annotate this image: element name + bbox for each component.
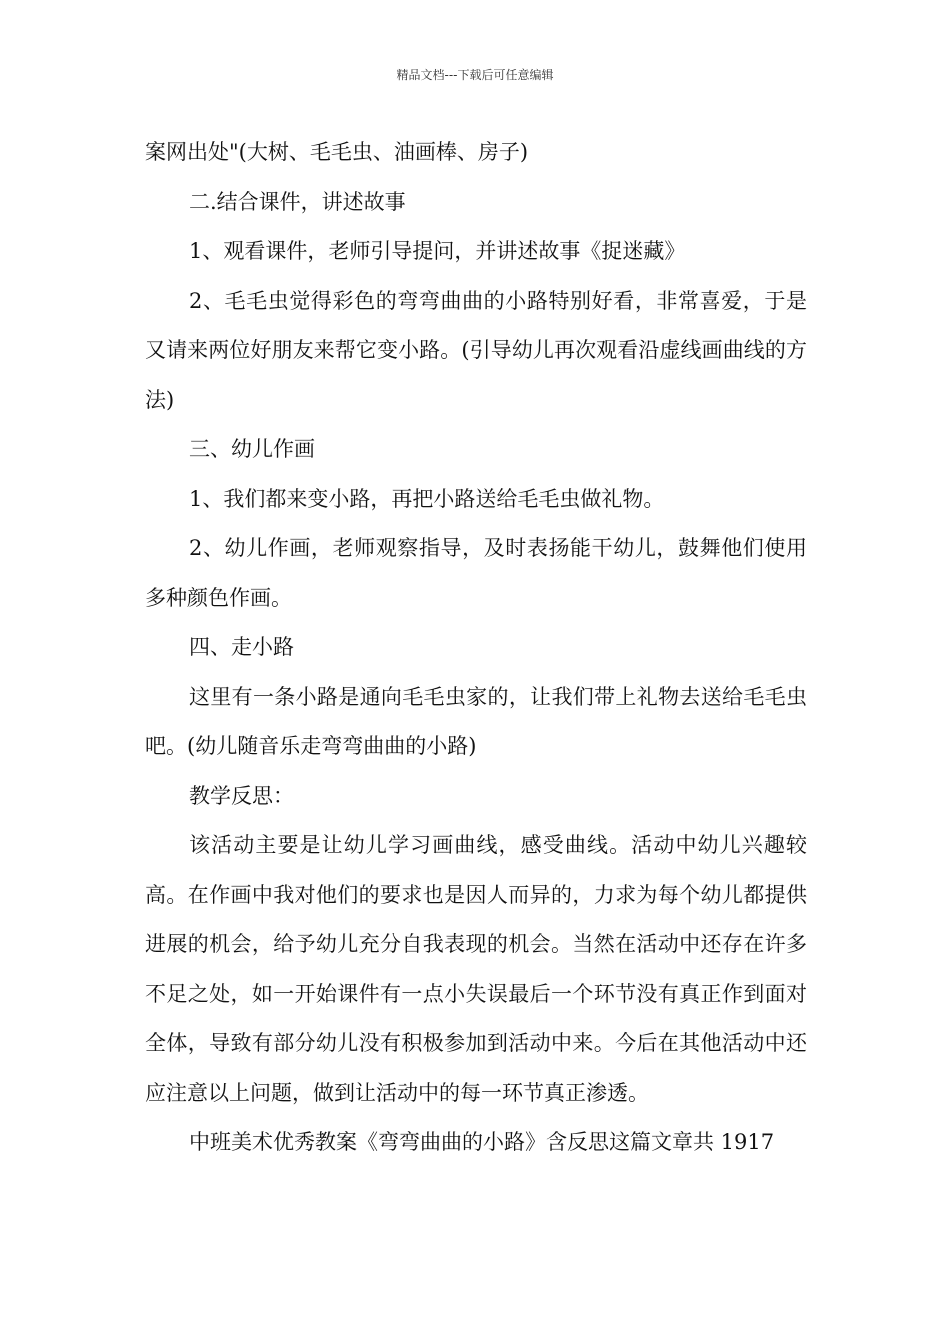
page-header: 精品文档---下载后可任意编辑 — [396, 68, 554, 82]
heading-section-3: 三、幼儿作画 — [189, 437, 315, 461]
heading-section-2: 二.结合课件，讲述故事 — [189, 189, 406, 214]
paragraph-walk-path: 这里有一条小路是通向毛毛虫家的，让我们带上礼物去送给毛毛虫吧。(幼儿随音乐走弯弯曲曲的小路) — [145, 684, 807, 758]
paragraph-materials-tail: 案网出处"(大树、毛毛虫、油画棒、房子) — [145, 140, 529, 164]
heading-section-4: 四、走小路 — [189, 635, 294, 659]
paragraph-article-info: 中班美术优秀教案《弯弯曲曲的小路》含反思这篇文章共 1917 — [189, 1130, 775, 1154]
paragraph-step-2-1: 1、观看课件，老师引导提问，并讲述故事《捉迷藏》 — [189, 239, 686, 263]
document-body — [145, 128, 807, 1168]
paragraph-step-3-1: 1、我们都来变小路，再把小路送给毛毛虫做礼物。 — [189, 486, 665, 511]
paragraph-reflection: 该活动主要是让幼儿学习画曲线，感受曲线。活动中幼儿兴趣较高。在作画中我对他们的要求也是因人而异的，力求为每个幼儿都提供进展的机会，给予幼儿充分自我表现的机会。当然在活动中还存在许多不足之处，如一开始课件有一点小失误最后一个环节没有真正作到面对全体，导致有部分幼儿没有积极参加到活动中来。今后在其他活动中还应注意以上问题，做到让活动中的每一环节真正渗透。 — [145, 833, 807, 1105]
paragraph-step-3-2: 2、幼儿作画，老师观察指导，及时表扬能干幼儿，鼓舞他们使用多种颜色作画。 — [145, 536, 807, 610]
heading-reflection: 教学反思： — [189, 783, 294, 808]
paragraph-step-2-2: 2、毛毛虫觉得彩色的弯弯曲曲的小路特别好看，非常喜爱，于是又请来两位好朋友来帮它变小路。(引导幼儿再次观看沿虚线画曲线的方法) — [145, 288, 807, 412]
